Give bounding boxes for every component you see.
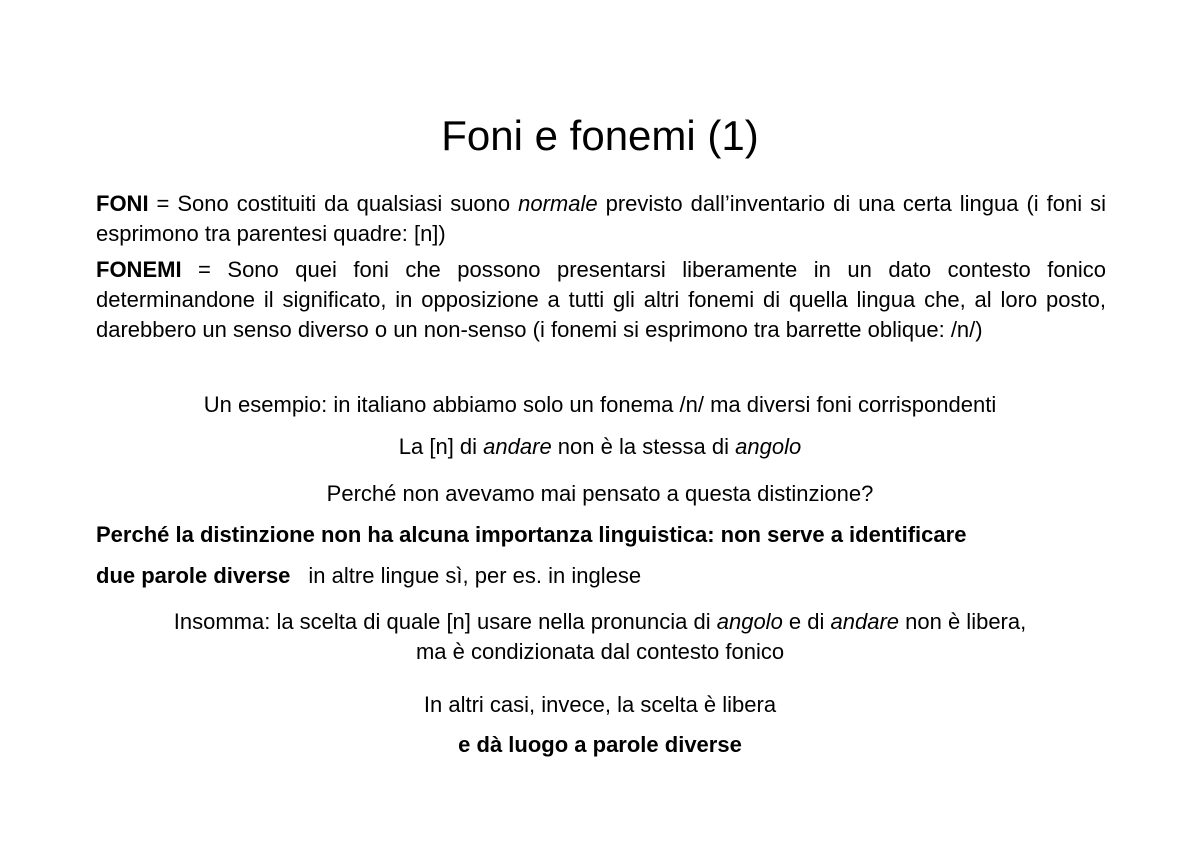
foni-definition — [96, 189, 1106, 249]
comparison-middle: non è la stessa di — [551, 434, 736, 459]
question-line: Perché non avevamo mai pensato a questa distinzione? — [326, 481, 874, 506]
conclusion-c: non è libera, — [899, 609, 1027, 634]
example-line: Un esempio: in italiano abbiamo solo un fonema /n/ ma diversi foni corrispondenti — [203, 392, 997, 417]
conclusion-paragraph — [0, 607, 1200, 667]
fonemi-text: = Sono quei foni che possono presentarsi liberamente in un dato contesto fonico determinandone il significato, in opposizione a tutti gli altri fonemi di quella lingua che, al loro posto, darebbero un senso diverso o un non-senso (i fonemi si esprimono tra barrette oblique: /n/) — [96, 257, 1106, 342]
conclusion-word-angolo: angolo — [716, 609, 783, 634]
other-cases-line: In altri casi, invece, la scelta è libera — [423, 692, 777, 717]
foni-text-a: = Sono costituiti da qualsiasi suono — [148, 191, 519, 216]
foni-italic-word: normale — [518, 191, 598, 216]
answer-second-line — [96, 561, 1116, 591]
answer-bold-line: Perché la distinzione non ha alcuna importanza linguistica: non serve a identificare — [96, 522, 967, 547]
comparison-word-andare: andare — [483, 434, 552, 459]
other-cases-bold-line: e dà luogo a parole diverse — [458, 732, 742, 757]
fonemi-term: FONEMI — [96, 257, 182, 282]
foni-term: FONI — [96, 191, 149, 216]
comparison-prefix: La [n] di — [398, 434, 484, 459]
fonemi-definition — [96, 255, 1106, 345]
answer-bold-part: due parole diverse — [96, 563, 291, 588]
answer-rest: in altre lingue sì, per es. in inglese — [308, 563, 642, 588]
conclusion-line2: ma è condizionata dal contesto fonico — [415, 639, 785, 664]
slide-title: Foni e fonemi (1) — [441, 112, 759, 159]
comparison-word-angolo: angolo — [735, 434, 802, 459]
conclusion-a: Insomma: la scelta di quale [n] usare nella pronuncia di — [173, 609, 717, 634]
conclusion-b: e di — [782, 609, 831, 634]
conclusion-word-andare: andare — [830, 609, 900, 634]
comparison-line — [0, 432, 1200, 462]
foni-text-b: previsto dall’inventario di una certa lingua (i foni si esprimono tra parentesi quadre: [n]) — [96, 191, 1106, 246]
